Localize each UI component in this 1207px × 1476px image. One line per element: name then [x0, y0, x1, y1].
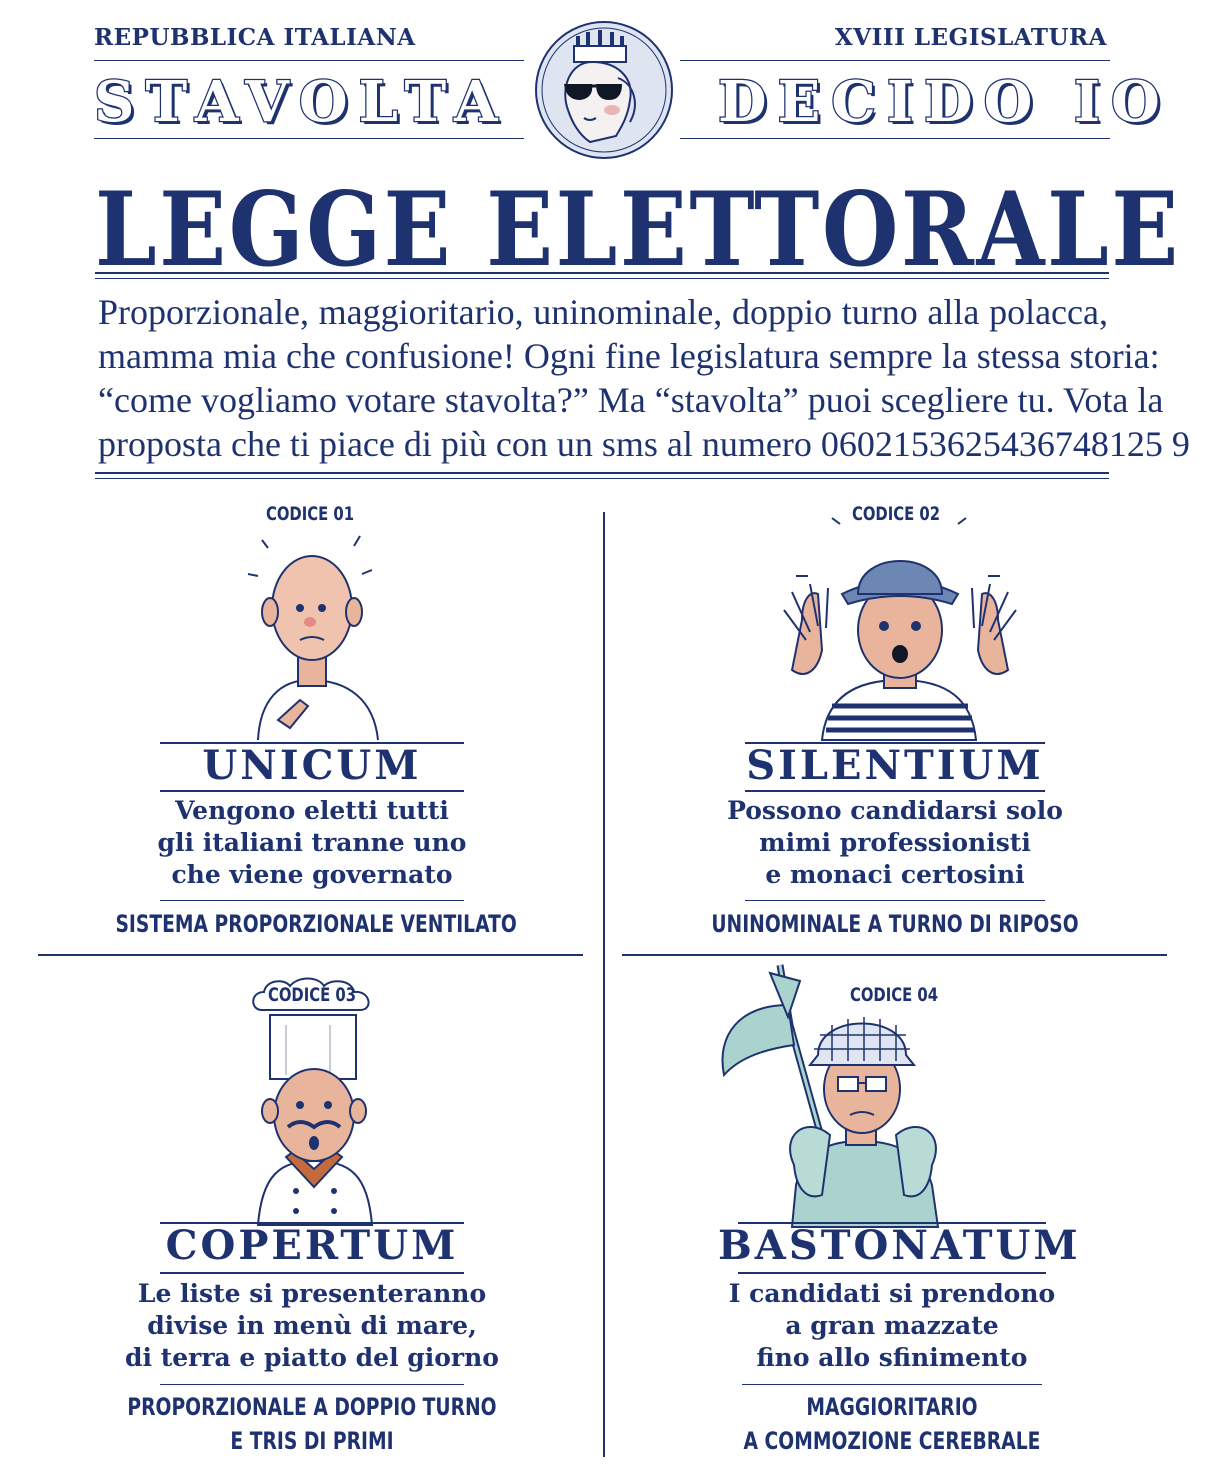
title-rule-2 — [95, 278, 1109, 279]
headline-stavolta: STAVOLTA — [94, 69, 509, 135]
intro-rule-2 — [95, 478, 1109, 479]
header-rule-right-top — [680, 60, 1110, 61]
desc-line: fino allo sfinimento — [756, 1343, 1028, 1372]
title-rule-1 — [95, 272, 1109, 274]
card-rule-mid — [160, 1272, 464, 1274]
card-rule-mid — [738, 1272, 1046, 1274]
header-rule-left-top — [94, 60, 524, 61]
intro-line: Proporzionale, maggioritario, uninominale, doppio turno alla polacca, — [98, 292, 1108, 332]
grid-divider-right — [622, 954, 1167, 956]
system-line: UNINOMINALE A TURNO DI RIPOSO — [711, 910, 1079, 938]
headline-decido-io: DECIDO IO — [718, 69, 1171, 135]
bald-man-pointing-icon — [240, 530, 390, 740]
mime-bowler-hat-icon — [762, 520, 1037, 740]
card-rule-mid — [160, 790, 464, 792]
card-code: CODICE 02 — [851, 503, 941, 525]
card-description — [695, 795, 1095, 891]
intro-line: mamma mia che confusione! Ogni fine legislatura sempre la stessa storia: — [98, 336, 1160, 376]
card-rule-bottom — [742, 1384, 1042, 1385]
legislature-label: XVIII LEGISLATURA — [834, 24, 1107, 51]
intro-line: “come vogliamo votare stavolta?” Ma “stavolta” puoi scegliere tu. Vota la — [98, 380, 1164, 420]
card-system — [60, 907, 564, 941]
chef-icon — [240, 1015, 390, 1225]
card-system — [645, 907, 1145, 941]
card-code: CODICE 04 — [849, 984, 939, 1006]
header-rule-right-bottom — [680, 138, 1110, 139]
card-description — [110, 795, 514, 891]
grid-vertical-divider — [603, 512, 605, 1457]
desc-line: Le liste si presenteranno — [137, 1279, 487, 1308]
desc-line: gli italiani tranne uno — [157, 828, 467, 857]
card-title: COPERTUM — [165, 1222, 459, 1269]
card-rule-bottom — [160, 1384, 464, 1385]
desc-line: a gran mazzate — [785, 1311, 999, 1340]
card-title: BASTONATUM — [718, 1222, 1081, 1269]
card-rule-bottom — [745, 900, 1045, 901]
desc-line: e monaci certosini — [765, 860, 1025, 889]
card-description — [692, 1278, 1092, 1374]
card-system — [60, 1390, 564, 1458]
system-line: SISTEMA PROPORZIONALE VENTILATO — [115, 910, 517, 938]
intro-paragraph — [98, 290, 1190, 466]
card-code: CODICE 03 — [267, 984, 357, 1006]
desc-line: I candidati si prendono — [728, 1279, 1056, 1308]
card-rule-mid — [745, 790, 1045, 792]
grid-divider-left — [38, 954, 583, 956]
italia-turrita-seal-icon — [530, 18, 678, 163]
intro-rule-1 — [95, 472, 1109, 474]
system-line: MAGGIORITARIO — [806, 1393, 978, 1421]
desc-line: di terra e piatto del giorno — [125, 1343, 499, 1372]
desc-line: Possono candidarsi solo — [727, 796, 1063, 825]
card-rule-bottom — [160, 900, 464, 901]
intro-line: proposta che ti piace di più con un sms al numero 0602153625436748125 9 — [98, 424, 1190, 464]
desc-line: che viene governato — [171, 860, 453, 889]
system-line: PROPORZIONALE A DOPPIO TURNO — [127, 1393, 497, 1421]
system-line: E TRIS DI PRIMI — [230, 1427, 394, 1455]
card-description — [90, 1278, 534, 1374]
desc-line: mimi professionisti — [759, 828, 1031, 857]
card-code: CODICE 01 — [265, 503, 355, 525]
card-system — [642, 1390, 1142, 1458]
desc-line: divise in menù di mare, — [147, 1311, 477, 1340]
card-title: UNICUM — [202, 742, 422, 789]
system-line: A COMMOZIONE CEREBRALE — [743, 1427, 1041, 1455]
header-rule-left-bottom — [94, 138, 524, 139]
desc-line: Vengono eletti tutti — [175, 796, 449, 825]
halberd-guard-icon — [710, 965, 1010, 1227]
card-title: SILENTIUM — [746, 742, 1044, 789]
page-title: LEGGE ELETTORALE — [95, 170, 1181, 290]
republic-label: REPUBBLICA ITALIANA — [94, 24, 416, 51]
